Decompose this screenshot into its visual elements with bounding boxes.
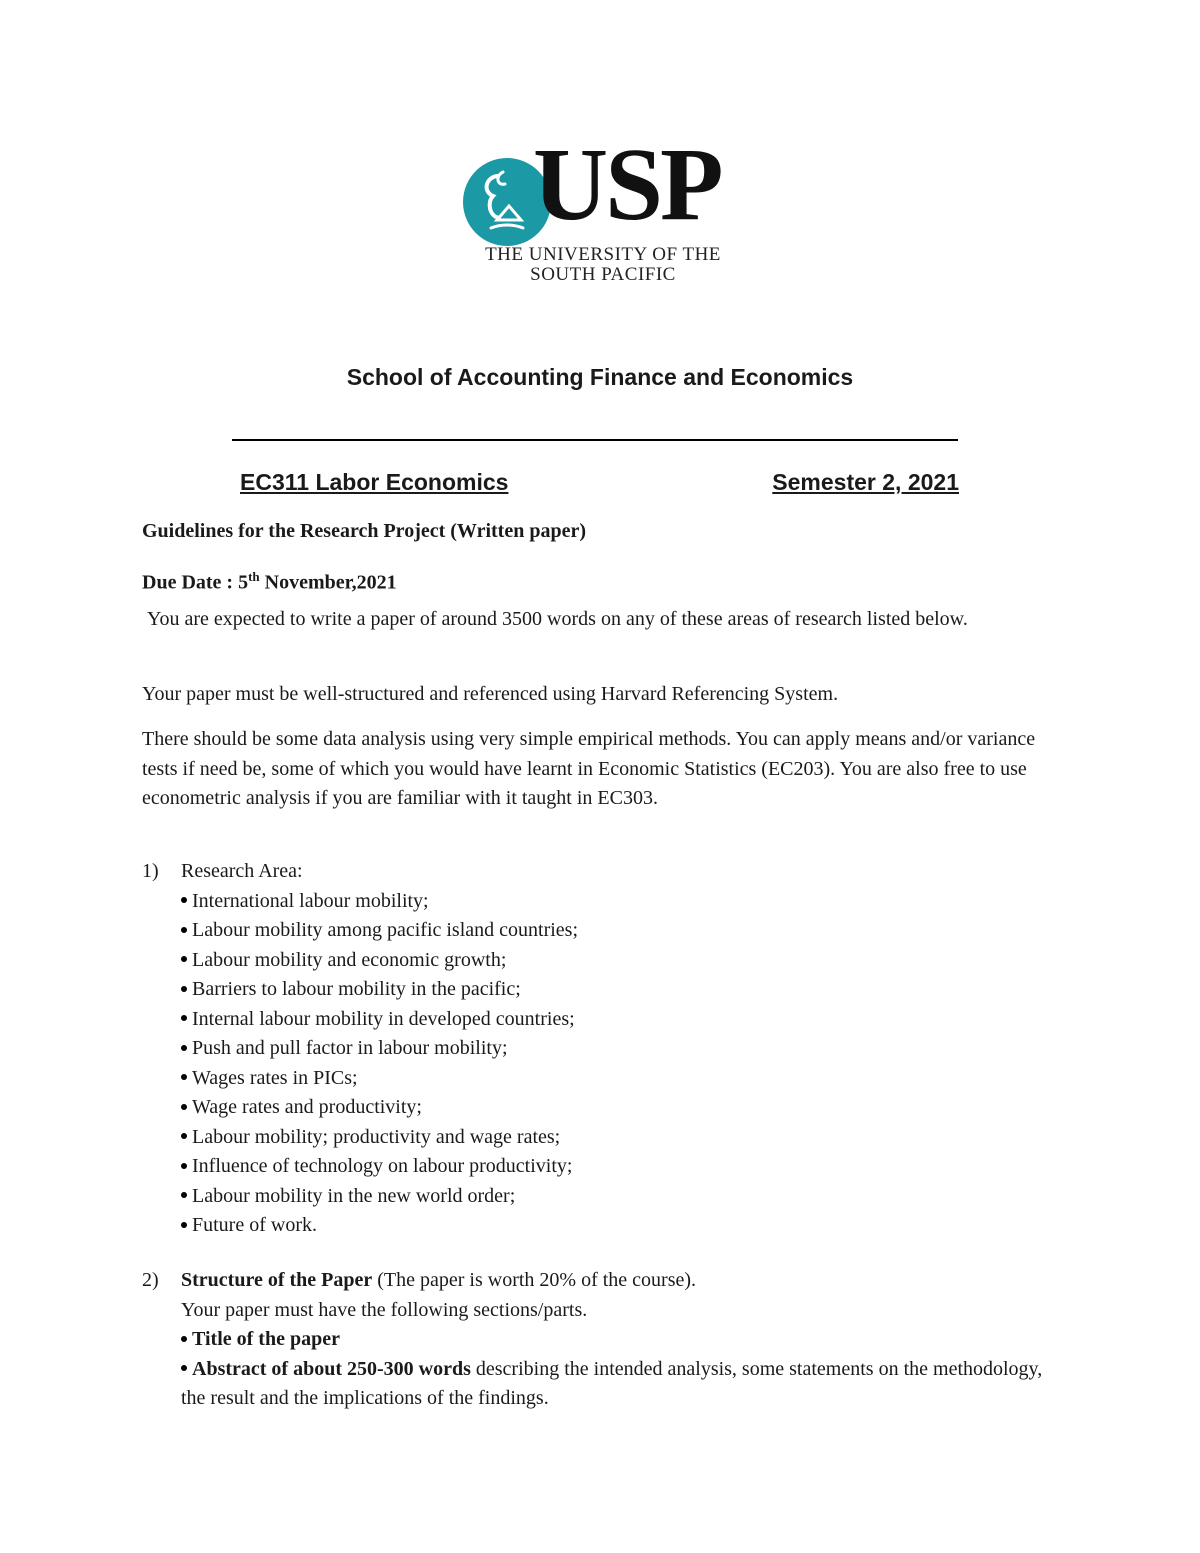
- list-item: Abstract of about 250-300 words describing the intended analysis, some statements on the methodology, the result and the implications of the findings.: [181, 1357, 1043, 1409]
- due-date: [142, 562, 1062, 598]
- usp-logo: [463, 127, 753, 290]
- university-name-line2: SOUTH PACIFIC: [530, 264, 676, 285]
- course-title: EC311 Labor Economics: [240, 469, 509, 495]
- bullet-icon: [181, 1133, 187, 1139]
- list-item: Internal labour mobility in developed countries;: [181, 1005, 1061, 1035]
- due-date-value: November,2021: [259, 571, 397, 594]
- list-item: Title of the paper: [181, 1325, 1061, 1355]
- bullet-icon: [181, 956, 187, 962]
- analysis-paragraph: There should be some data analysis using very simple empirical methods. You can apply means and/or variance tests if need be, some of which you would have learnt in Economic Statistics (EC203). You are also free to use econometric analysis if you are familiar with it taught in EC303.: [142, 728, 1036, 809]
- list-item: Labour mobility and economic growth;: [181, 946, 1061, 976]
- intro-paragraph: You are expected to write a paper of around 3500 words on any of these areas of research listed below.: [142, 608, 968, 630]
- structure-subtitle: Your paper must have the following sections/parts.: [181, 1298, 588, 1321]
- list-item: Barriers to labour mobility in the pacific;: [181, 975, 1061, 1005]
- list-item: Influence of technology on labour productivity;: [181, 1152, 1061, 1182]
- list-item: Labour mobility in the new world order;: [181, 1182, 1061, 1212]
- bullet-icon: [181, 1015, 187, 1021]
- structure-note: (The paper is worth 20% of the course).: [372, 1269, 697, 1291]
- bullet-icon: [181, 1336, 187, 1342]
- list-item: Push and pull factor in labour mobility;: [181, 1034, 1061, 1064]
- bullet-icon: [181, 1365, 187, 1371]
- due-date-label: Due Date : 5: [142, 571, 249, 594]
- bullet-icon: [181, 1104, 187, 1110]
- research-area-section: [181, 857, 1061, 1241]
- semester-label: Semester 2, 2021: [772, 469, 959, 495]
- structure-title: Structure of the Paper: [181, 1269, 373, 1291]
- bullet-icon: [181, 927, 187, 933]
- section-1-number: 1): [142, 860, 159, 882]
- school-title: School of Accounting Finance and Economics: [346, 364, 854, 390]
- guidelines-title: Guidelines for the Research Project (Written paper): [142, 520, 586, 542]
- structure-heading: [181, 1266, 1061, 1296]
- research-area-title: Research Area:: [181, 860, 303, 882]
- university-name-line1: THE UNIVERSITY OF THE: [485, 244, 721, 265]
- list-item: International labour mobility;: [181, 887, 1061, 917]
- structure-section: [181, 1266, 1061, 1414]
- bullet-icon: [181, 1163, 187, 1169]
- usp-letters: USP: [533, 127, 721, 242]
- list-item: Wages rates in PICs;: [181, 1064, 1061, 1094]
- bullet-icon: [181, 1222, 187, 1228]
- list-item: Labour mobility; productivity and wage rates;: [181, 1123, 1061, 1153]
- list-item: Labour mobility among pacific island countries;: [181, 916, 1061, 946]
- divider-line: [232, 439, 958, 441]
- bullet-icon: [181, 1192, 187, 1198]
- section-2-number: 2): [142, 1269, 159, 1291]
- bullet-icon: [181, 897, 187, 903]
- due-date-suffix: th: [248, 569, 260, 584]
- bullet-icon: [181, 1045, 187, 1051]
- bullet-icon: [181, 986, 187, 992]
- bullet-icon: [181, 1074, 187, 1080]
- list-item: Future of work.: [181, 1211, 1061, 1241]
- list-item: Wage rates and productivity;: [181, 1093, 1061, 1123]
- referencing-paragraph: Your paper must be well-structured and referenced using Harvard Referencing System.: [142, 683, 839, 705]
